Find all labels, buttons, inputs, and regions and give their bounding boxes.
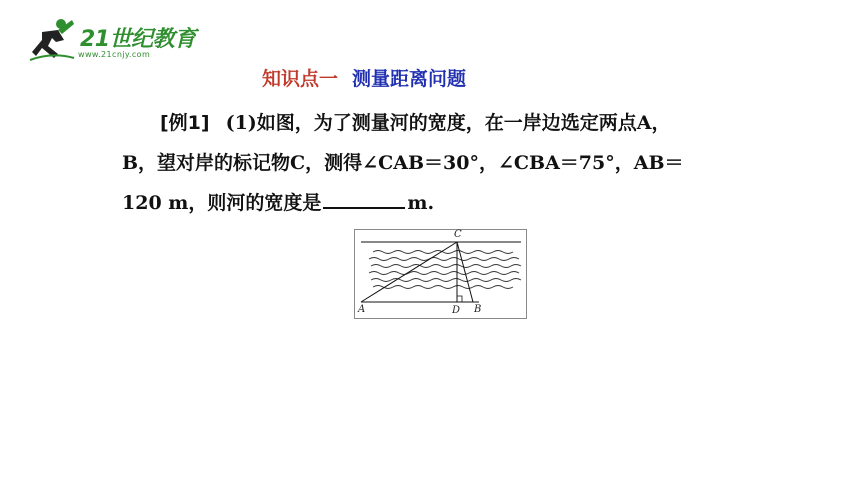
label-a: A — [358, 304, 366, 315]
problem-line-3 — [122, 191, 434, 215]
running-figure-icon — [28, 16, 76, 62]
logo-brand-text: 21世纪教育 — [80, 27, 196, 52]
section-lead: 知识点一 — [262, 68, 339, 90]
problem-line-2: B，望对岸的标记物C，测得∠CAB＝30°，∠CBA＝75°，AB＝ — [122, 152, 684, 174]
label-d: D — [452, 305, 461, 316]
site-logo[interactable] — [28, 16, 198, 64]
river-figure — [354, 229, 527, 319]
problem-line-3-text: 120 m，则河的宽度是 — [122, 192, 322, 214]
answer-blank — [323, 191, 405, 209]
problem-line-1 — [160, 111, 671, 135]
section-topic: 测量距离问题 — [352, 68, 467, 90]
river-diagram — [355, 230, 526, 318]
example-tag: [例1] — [160, 112, 210, 134]
problem-part-1: (1)如图，为了测量河的宽度，在一岸边选定两点A， — [225, 112, 671, 134]
logo-url-text: www.21cnjy.com — [78, 50, 151, 59]
right-angle-mark — [457, 296, 462, 302]
problem-line-3-unit: m. — [407, 192, 435, 214]
section-title — [262, 64, 466, 91]
label-c: C — [454, 229, 462, 240]
label-b: B — [474, 304, 482, 315]
